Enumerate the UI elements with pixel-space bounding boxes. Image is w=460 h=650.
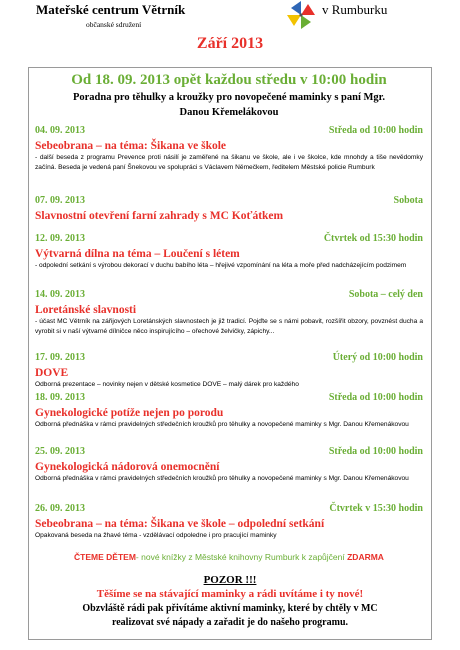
event-item	[35, 446, 423, 484]
notice-heading: POZOR !!!	[203, 574, 257, 586]
welcome-line: Těšíme se na stávající maminky a rádi uvítáme i ty nové!	[96, 588, 364, 600]
event-title: Sebeobrana – na téma: Šikana ve škole	[35, 140, 227, 152]
event-item	[35, 352, 423, 390]
event-date: 04. 09. 2013	[35, 125, 85, 136]
event-date: 14. 09. 2013	[35, 289, 85, 300]
event-description: Odborná přednáška v rámci pravidelných středečních kroužků pro těhulky a novopečené maminky s Mgr. Danou Křemenákovou	[35, 421, 409, 428]
event-item	[35, 503, 423, 541]
pinwheel-icon	[286, 0, 316, 30]
center-name: Mateřské centrum Větrník	[36, 2, 186, 17]
intro-headline: Od 18. 09. 2013 opět každou středu v 10:00 hodin	[71, 72, 387, 88]
news-text: - nové knížky z Městské knihovny Rumburk k zapůjčení	[135, 552, 345, 562]
invitation-line: Obzvláště rádi pak přivítáme aktivní maminky, které by chtěly v MC	[82, 603, 378, 614]
event-title: Sebeobrana – na téma: Šikana ve škole – odpolední setkání	[35, 518, 325, 530]
event-title: Výtvarná dílna na téma – Loučení s létem	[35, 248, 240, 260]
event-date: 17. 09. 2013	[35, 352, 85, 363]
event-time: Sobota	[393, 195, 423, 206]
event-time: Středa od 10:00 hodin	[328, 125, 423, 136]
event-date: 07. 09. 2013	[35, 195, 85, 206]
event-item	[35, 392, 423, 430]
event-description: - odpolední setkání s výrobou dekorací v duchu babího léta – hřejivé vzpomínání na léta a moře před nadcházejícím podzimem	[35, 262, 407, 269]
center-location: v Rumburku	[322, 2, 388, 17]
invitation-line: realizovat své nápady a zařadit je do našeho programu.	[111, 617, 348, 628]
event-title: Loretánské slavnosti	[35, 304, 137, 316]
event-date: 26. 09. 2013	[35, 503, 85, 514]
reading-news	[35, 552, 423, 562]
event-item	[35, 233, 423, 271]
event-description: - účast MC Větrník na zářijových Loretánských slavnostech je již tradicí. Pojďte se s námi pobavit, rozšířit obzory, povznést ducha a vyrobit si v naší výtvarné dílničce něco inspirujícího – ořechové želvičky, zápichy...	[35, 318, 423, 336]
event-item	[35, 195, 423, 222]
event-time: Středa od 10:00 hodin	[328, 446, 423, 457]
event-description: - další beseda z programu Prevence proti násilí je zaměřené na šikanu ve škole, ale i ve školce, kde mnohdy a tiše nevědomky začíná. Beseda je vedená paní Šnekovou ve spolupráci s Václavem Němečkem, ředitelem Městské policie Rumburk	[35, 154, 423, 172]
event-date: 25. 09. 2013	[35, 446, 85, 457]
event-description: Odborná přednáška v rámci pravidelných středečních kroužků pro těhulky a novopečené maminky s Mgr. Danou Křemenákovou	[35, 475, 409, 482]
event-time: Sobota – celý den	[348, 289, 423, 300]
event-time: Čtvrtek v 15:30 hodin	[329, 503, 423, 514]
event-time: Úterý od 10:00 hodin	[332, 352, 423, 363]
event-title: Gynekologické potíže nejen po porodu	[35, 407, 224, 419]
intro-line: Danou Křemelákovou	[179, 107, 279, 118]
event-time: Čtvrtek od 15:30 hodin	[323, 233, 423, 244]
event-time: Středa od 10:00 hodin	[328, 392, 423, 403]
intro-line: Poradna pro těhulky a kroužky pro novopečené maminky s paní Mgr.	[72, 92, 386, 103]
event-item	[35, 289, 423, 338]
event-item	[35, 125, 423, 174]
event-title: Slavnostní otevření farní zahrady s MC Koťátkem	[35, 210, 284, 222]
event-description: Opakovaná beseda na žhavé téma - vzdělávací odpoledne i pro pracující maminky	[35, 532, 277, 539]
event-title: Gynekologická nádorová onemocnění	[35, 461, 220, 473]
center-subtitle: občanské sdružení	[86, 20, 142, 29]
event-date: 12. 09. 2013	[35, 233, 85, 244]
news-free: ZDARMA	[347, 552, 384, 562]
event-title: DOVE	[35, 367, 69, 379]
event-date: 18. 09. 2013	[35, 392, 85, 403]
month-title: Září 2013	[196, 35, 264, 52]
event-description: Odborná prezentace – novinky nejen v dětské kosmetice DOVE – malý dárek pro každého	[35, 381, 299, 388]
news-lead: ČTEME DĚTEM	[74, 552, 136, 562]
